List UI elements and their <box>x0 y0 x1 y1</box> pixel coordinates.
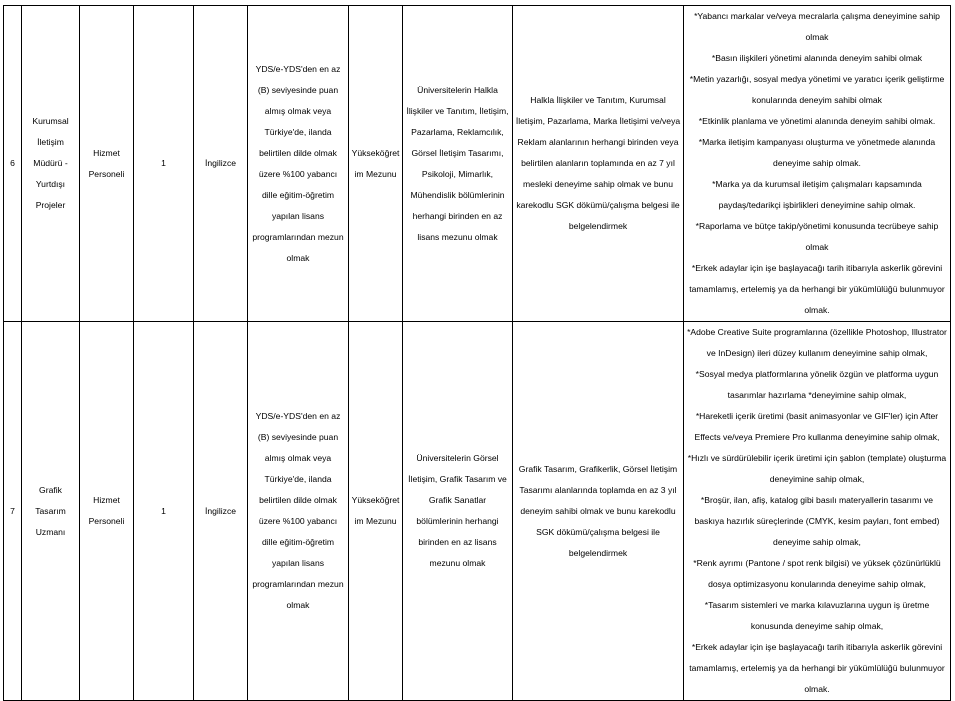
staff-category: Hizmet Personeli <box>80 6 134 322</box>
department-requirement: Üniversitelerin Halkla İlişkiler ve Tanıtım, İletişim, Pazarlama, Reklamcılık, Görsel İletişim Tasarımı, Psikoloji, Mimarlık, Mühendislik bölümlerinin herhangi birinden en az lisans mezunu olmak <box>403 6 513 322</box>
requirement-item: *Sosyal medya platformlarına yönelik özgün ve platforma uygun tasarımlar hazırlama *deneyimine sahip olmak, <box>695 369 939 400</box>
requirement-item: *Erkek adaylar için işe başlayacağı tarih itibarıyla askerlik görevini tamamlamış, ertelemiş ya da herhangi bir yükümlülüğü bulunmuyor olmak. <box>689 263 945 315</box>
requirement-item: *Yabancı markalar ve/veya mecralarla çalışma deneyimine sahip olmak <box>694 11 940 42</box>
row-number: 7 <box>4 322 22 701</box>
language: İngilizce <box>194 6 248 322</box>
table-row <box>4 6 951 322</box>
special-requirements <box>684 6 951 322</box>
job-listing-table <box>3 5 951 701</box>
position-count: 1 <box>134 6 194 322</box>
requirement-item: *Adobe Creative Suite programlarına (özellikle Photoshop, Illustrator ve InDesign) ileri düzey kullanım deneyimine sahip olmak, <box>687 327 947 358</box>
table-row <box>4 322 951 701</box>
language-requirement: YDS/e-YDS'den en az (B) seviyesinde puan almış olmak veya Türkiye'de, ilanda belirtilen dilde olmak üzere %100 yabancı dille eğitim-öğretim yapılan lisans programlarından mezun olmak <box>248 322 349 701</box>
requirement-item: *Metin yazarlığı, sosyal medya yönetimi ve yaratıcı içerik geliştirme konularında deneyim sahibi olmak <box>689 74 945 105</box>
requirement-item: *Hızlı ve sürdürülebilir içerik üretimi için şablon (template) oluşturma deneyimine sahip olmak, <box>687 453 947 484</box>
language: İngilizce <box>194 322 248 701</box>
requirement-item: *Marka iletişim kampanyası oluşturma ve yönetmede alanında deneyime sahip olmak. <box>698 137 936 168</box>
requirement-item: *Erkek adaylar için işe başlayacağı tarih itibarıyla askerlik görevini tamamlamış, ertelemiş ya da herhangi bir yükümlülüğü bulunmuyor olmak. <box>689 642 945 694</box>
staff-category: Hizmet Personeli <box>80 322 134 701</box>
position-count: 1 <box>134 322 194 701</box>
requirement-item: *Basın ilişkileri yönetimi alanında deneyim sahibi olmak <box>711 53 923 63</box>
requirement-item: *Hareketli içerik üretimi (basit animasyonlar ve GIF'ler) için After Effects ve/veya Premiere Pro kullanma deneyimine sahip olmak, <box>694 411 940 442</box>
requirement-item: *Broşür, ilan, afiş, katalog gibi basılı materyallerin tasarımı ve baskıya hazırlık süreçlerinde (CMYK, kesim payları, font embed) deneyime sahip olmak, <box>694 495 940 547</box>
requirement-item: *Marka ya da kurumsal iletişim çalışmaları kapsamında paydaş/tedarikçi işbirlikleri deneyimine sahip olmak. <box>712 179 922 210</box>
education-level: Yükseköğretim Mezunu <box>349 322 403 701</box>
requirement-item: *Etkinlik planlama ve yönetimi alanında deneyim sahibi olmak. <box>698 116 936 126</box>
requirement-item: *Renk ayrımı (Pantone / spot renk bilgisi) ve yüksek çözünürlüklü dosya optimizasyonu konularında deneyime sahip olmak, <box>693 558 941 589</box>
position-title: Grafik Tasarım Uzmanı <box>22 322 80 701</box>
department-requirement: Üniversitelerin Görsel İletişim, Grafik Tasarım ve Grafik Sanatlar bölümlerinin herhangi birinden en az lisans mezunu olmak <box>403 322 513 701</box>
requirement-item: *Tasarım sistemleri ve marka kılavuzlarına uygun iş üretme konusunda deneyime sahip olmak, <box>704 600 930 631</box>
row-number: 6 <box>4 6 22 322</box>
language-requirement: YDS/e-YDS'den en az (B) seviyesinde puan almış olmak veya Türkiye'de, ilanda belirtilen dilde olmak üzere %100 yabancı dille eğitim-öğretim yapılan lisans programlarından mezun olmak <box>248 6 349 322</box>
special-requirements <box>684 322 951 701</box>
education-level: Yükseköğretim Mezunu <box>349 6 403 322</box>
experience-requirement: Grafik Tasarım, Grafikerlik, Görsel İletişim Tasarımı alanlarında toplamda en az 3 yıl deneyim sahibi olmak ve bunu karekodlu SGK dökümü/çalışma belgesi ile belgelendirmek <box>513 322 684 701</box>
position-title: Kurumsal İletişim Müdürü - Yurtdışı Projeler <box>22 6 80 322</box>
requirement-item: *Raporlama ve bütçe takip/yönetimi konusunda tecrübeye sahip olmak <box>695 221 939 252</box>
experience-requirement: Halkla İlişkiler ve Tanıtım, Kurumsal İletişim, Pazarlama, Marka İletişimi ve/veya Reklam alanlarının herhangi birinden veya belirtilen alanların toplamında en az 7 yıl mesleki deneyime sahip olmak ve bunu karekodlu SGK dökümü/çalışma belgesi ile belgelendirmek <box>513 6 684 322</box>
